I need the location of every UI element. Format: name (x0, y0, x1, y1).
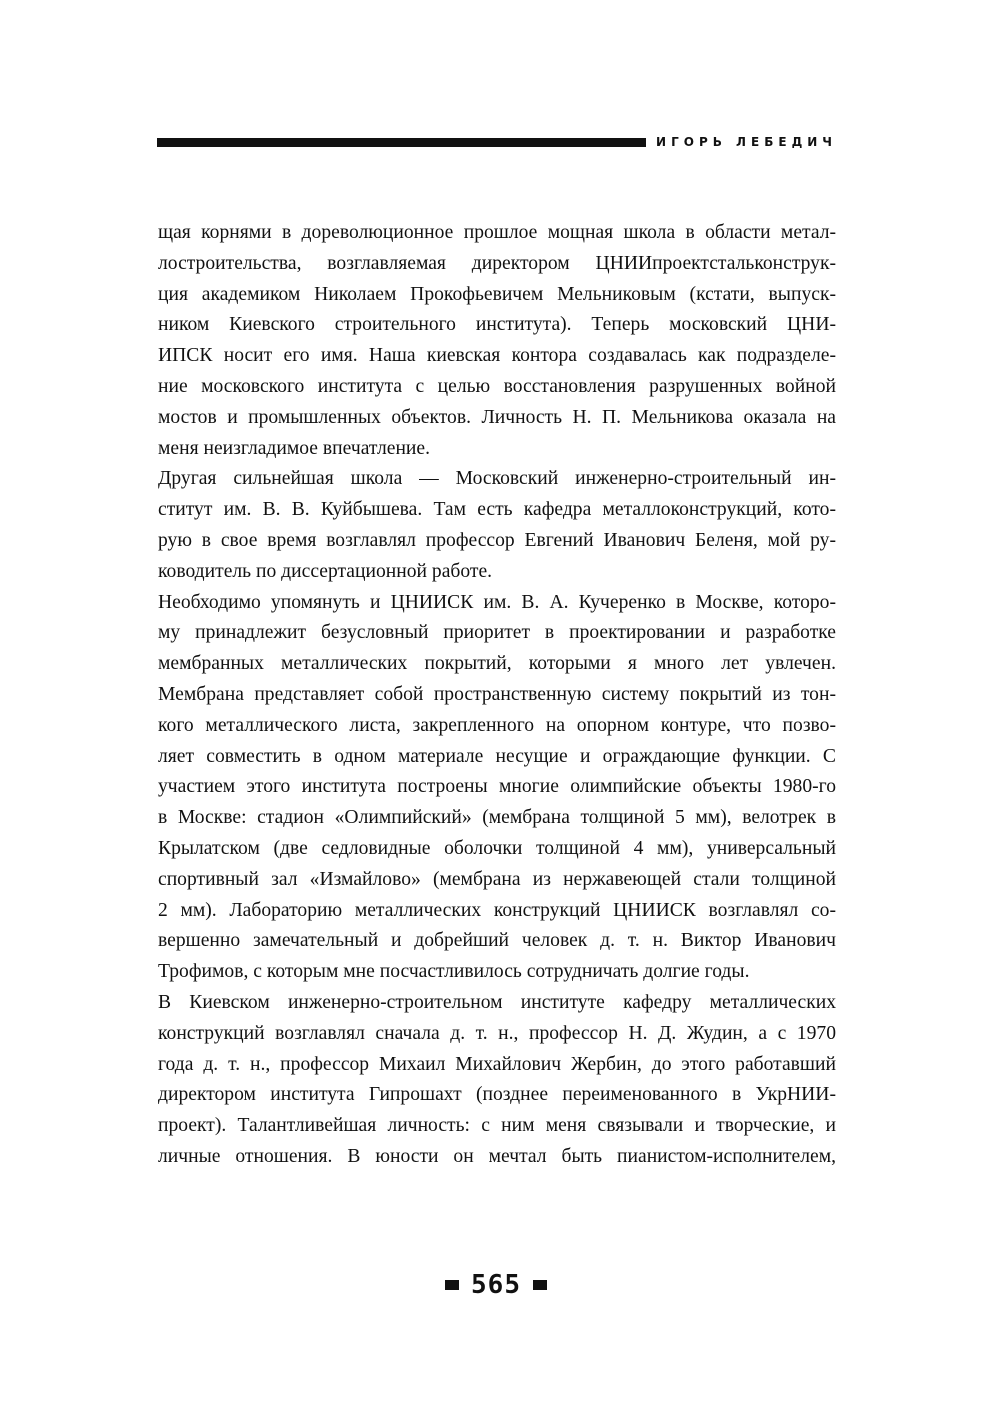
paragraph-1-end (158, 434, 836, 465)
text-line: ИПСК носит его имя. Наша киевская контора создавалась как подразделе- (158, 345, 836, 367)
text-line: вершенно замечательный и добрейший человек д. т. н. Виктор Иванович (158, 930, 836, 952)
text-line: 2 мм). Лабораторию металлических конструкций ЦНИИСК возглавлял со- (158, 899, 836, 921)
text-line: Мембрана представляет собой пространственную систему покрытий из тон- (158, 683, 836, 705)
text-line: конструкций возглавлял сначала д. т. н., профессор Н. Д. Жудин, а с 1970 (158, 1022, 836, 1044)
paragraph-3-end (158, 957, 836, 988)
text-line: личные отношения. В юности он мечтал быть пианистом-исполнителем, (158, 1145, 836, 1167)
text-line: мостов и промышленных объектов. Личность Н. П. Мельникова оказала на (158, 406, 836, 428)
page-footer (0, 1270, 992, 1300)
running-header (157, 134, 837, 150)
paragraph-3 (158, 588, 836, 958)
text-line: мембранных металлических покрытий, которыми я много лет увлечен. (158, 653, 836, 675)
text-line: В Киевском инженерно-строительном институте кафедру металлических (158, 991, 836, 1013)
paragraph-4 (158, 988, 836, 1173)
text-line: Крылатском (две седловидные оболочки толщиной 4 мм), универсальный (158, 837, 836, 859)
text-line: ститут им. В. В. Куйбышева. Там есть кафедра металлоконструкций, кото- (158, 499, 836, 521)
text-line: ние московского института с целью восстановления разрушенных войной (158, 375, 836, 397)
text-line: участием этого института построены многие олимпийские объекты 1980-го (158, 776, 836, 798)
text-line: Необходимо упомянуть и ЦНИИСК им. В. А. Кучеренко в Москве, которо- (158, 591, 836, 613)
text-line: спортивный зал «Измайлово» (мембрана из нержавеющей стали толщиной (158, 868, 836, 890)
page-body (158, 218, 836, 1173)
text-line: проект). Талантливейшая личность: с ним меня связывали и творческие, и (158, 1115, 836, 1137)
text-line: лостроительства, возглавляемая директором ЦНИИпроектстальконструк- (158, 252, 836, 274)
paragraph-1 (158, 218, 836, 434)
header-author: ИГОРЬ ЛЕБЕДИЧ (656, 135, 837, 149)
text-line: директором института Гипрошахт (позднее переименованного в УкрНИИ- (158, 1084, 836, 1106)
text-line: рую в свое время возглавлял профессор Евгений Иванович Беленя, мой ру- (158, 529, 836, 551)
text-line: Другая сильнейшая школа — Московский инженерно-строительный ин- (158, 468, 836, 490)
footer-square-right (533, 1280, 547, 1290)
text-line: года д. т. н., профессор Михаил Михайлович Жербин, до этого работавший (158, 1053, 836, 1075)
text-line: Трофимов, с которым мне посчастливилось сотрудничать долгие годы. (158, 961, 750, 983)
text-line: ководитель по диссертационной работе. (158, 560, 493, 582)
text-line: ляет совместить в одном материале несущие и ограждающие функции. С (158, 745, 836, 767)
text-line: му принадлежит безусловный приоритет в проектировании и разработке (158, 622, 836, 644)
footer-square-left (445, 1280, 459, 1290)
header-rule (157, 138, 646, 147)
paragraph-2 (158, 464, 836, 556)
text-line: меня неизгладимое впечатление. (158, 437, 431, 459)
text-line: в Москве: стадион «Олимпийский» (мембрана толщиной 5 мм), велотрек в (158, 807, 836, 829)
text-line: ником Киевского строительного института). Теперь московский ЦНИ- (158, 314, 836, 336)
page-number: 565 (471, 1270, 521, 1300)
text-line: щая корнями в дореволюционное прошлое мощная школа в области метал- (158, 222, 836, 243)
paragraph-2-end (158, 557, 836, 588)
text-line: кого металлического листа, закрепленного на опорном контуре, что позво- (158, 714, 836, 736)
text-line: ция академиком Николаем Прокофьевичем Мельниковым (кстати, выпуск- (158, 283, 836, 305)
